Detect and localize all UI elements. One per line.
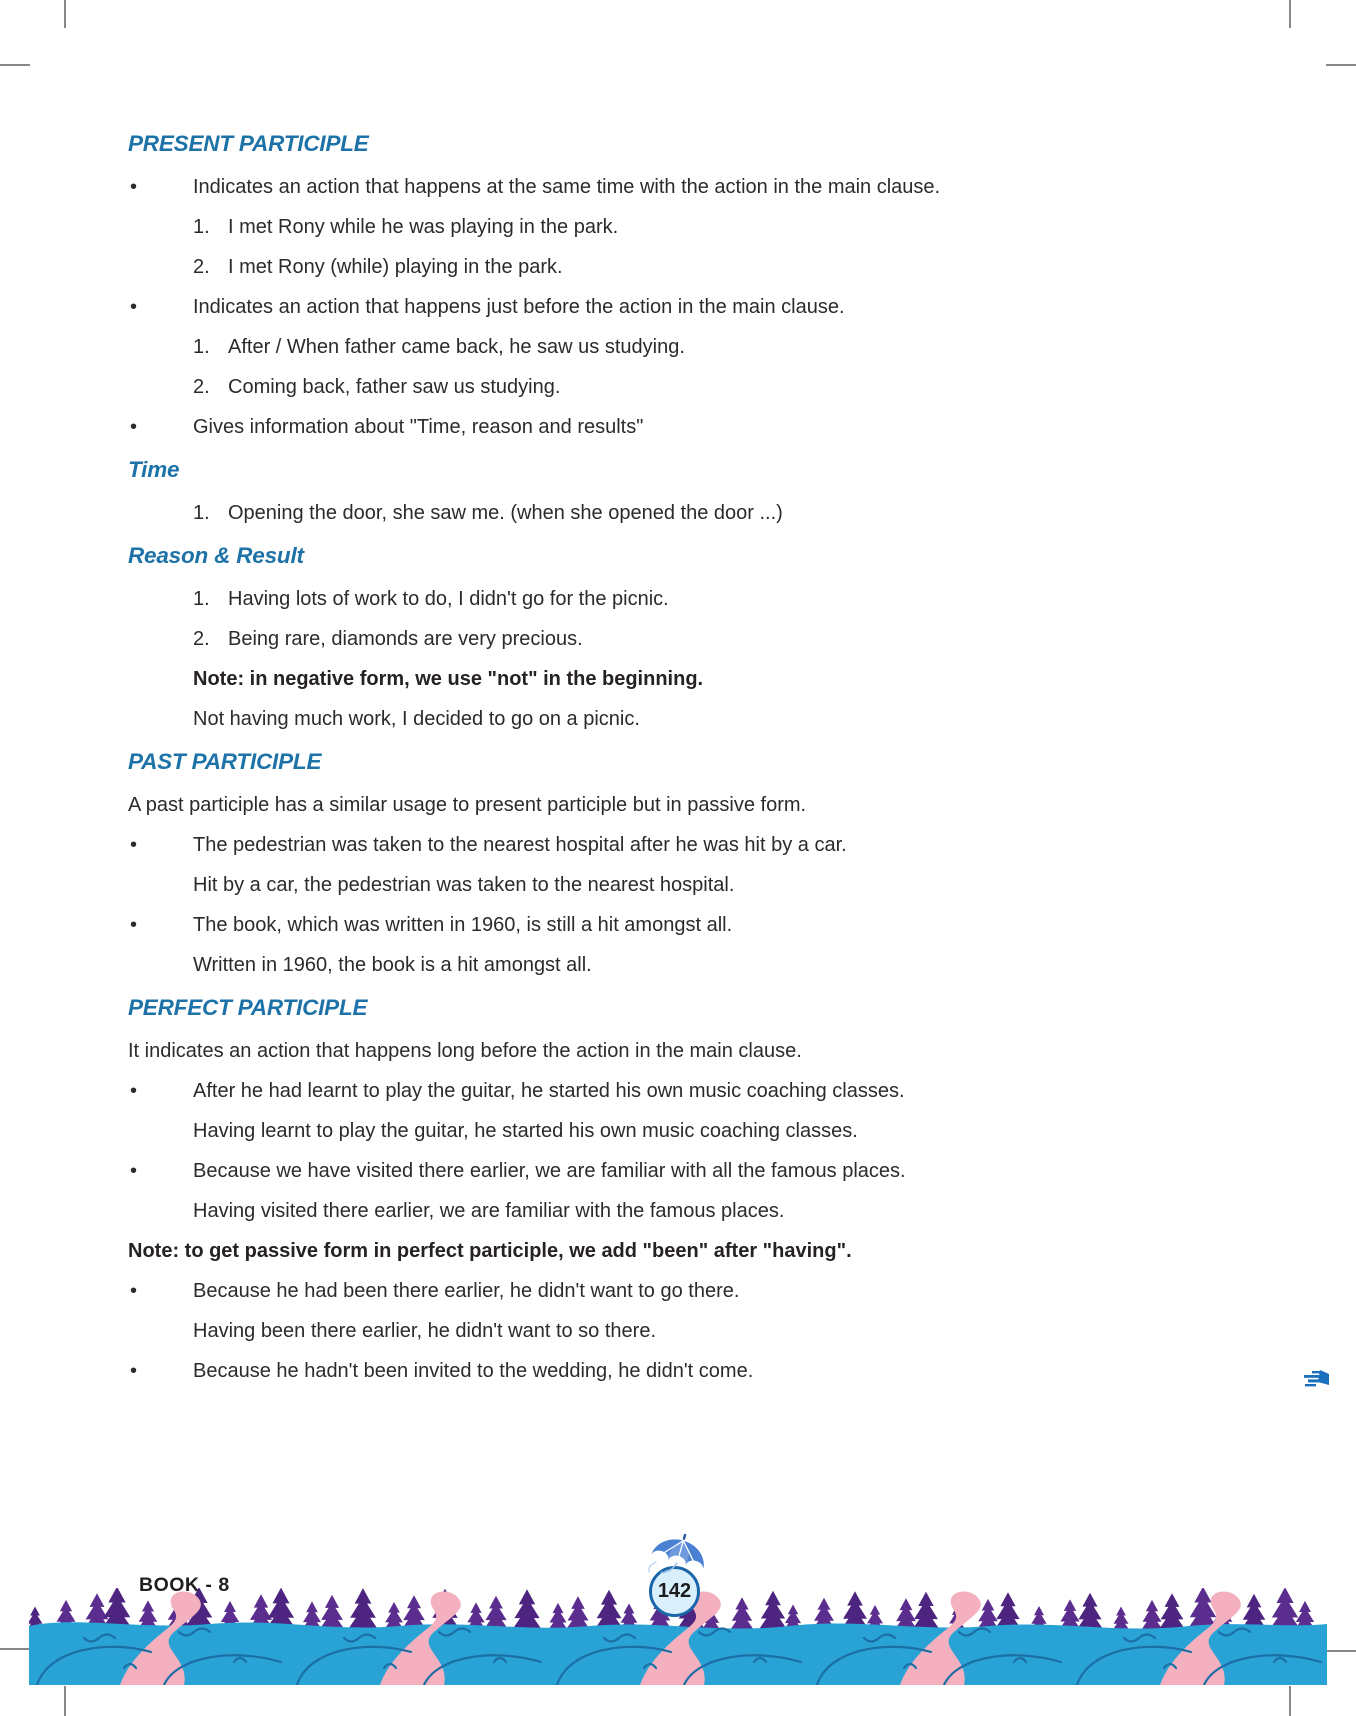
number-marker: 1. (193, 587, 210, 610)
numbered-line (128, 579, 1238, 619)
numbered-line (128, 493, 1238, 533)
line-text: Because we have visited there earlier, we are familiar with all the famous places. (193, 1159, 906, 1182)
crop-mark-top-right-h (1326, 64, 1356, 66)
line-text: Having been there earlier, he didn't want to so there. (193, 1319, 656, 1342)
plain-indent-line (128, 1111, 1238, 1151)
line-text: Not having much work, I decided to go on a picnic. (193, 707, 640, 730)
bullet-marker: • (130, 1079, 138, 1102)
paragraph-line (128, 1031, 1238, 1071)
line-text: The book, which was written in 1960, is still a hit amongst all. (193, 913, 733, 936)
line-text: The pedestrian was taken to the nearest hospital after he was hit by a car. (193, 833, 847, 856)
line-text: PAST PARTICIPLE (128, 749, 322, 774)
line-text: A past participle has a similar usage to present participle but in passive form. (128, 793, 807, 816)
line-text: Written in 1960, the book is a hit amongst all. (193, 953, 592, 976)
section-heading (128, 985, 1238, 1031)
line-text: It indicates an action that happens long before the action in the main clause. (128, 1039, 802, 1062)
line-text: Having visited there earlier, we are familiar with the famous places. (193, 1199, 785, 1222)
bullet-marker: • (130, 833, 138, 856)
numbered-line (128, 619, 1238, 659)
number-marker: 2. (193, 375, 210, 398)
line-text: Having lots of work to do, I didn't go for the picnic. (228, 587, 669, 610)
bullet-marker: • (130, 295, 138, 318)
note-line (128, 1231, 1238, 1271)
line-text: Note: to get passive form in perfect participle, we add "been" after "having". (128, 1239, 852, 1262)
plain-indent-line (128, 865, 1238, 905)
number-marker: 1. (193, 215, 210, 238)
line-text: Because he hadn't been invited to the wedding, he didn't come. (193, 1359, 754, 1382)
bullet-marker: • (130, 1359, 138, 1382)
number-marker: 1. (193, 501, 210, 524)
line-text: Note: in negative form, we use "not" in the beginning. (193, 667, 704, 690)
section-heading (128, 121, 1238, 167)
numbered-line (128, 247, 1238, 287)
bullet-line (128, 1271, 1238, 1311)
section-heading (128, 739, 1238, 785)
plain-indent-line (128, 945, 1238, 985)
document-body (128, 121, 1238, 1391)
line-text: Time (128, 457, 180, 482)
paper-plane-icon (1303, 1370, 1329, 1388)
section-heading (128, 533, 1238, 579)
bullet-marker: • (130, 1159, 138, 1182)
line-text: PERFECT PARTICIPLE (128, 995, 368, 1020)
section-heading (128, 447, 1238, 493)
bullet-line (128, 825, 1238, 865)
crop-mark-bottom-right-h (1326, 1650, 1356, 1652)
line-text: Having learnt to play the guitar, he started his own music coaching classes. (193, 1119, 858, 1142)
crop-mark-bottom-right-v (1289, 1686, 1291, 1716)
plain-indent-line (128, 1311, 1238, 1351)
line-text: Gives information about "Time, reason and results" (193, 415, 644, 438)
number-marker: 2. (193, 627, 210, 650)
note-indent-line (128, 659, 1238, 699)
number-marker: 1. (193, 335, 210, 358)
crop-mark-bottom-left-h (0, 1648, 30, 1650)
crop-mark-top-left-v (64, 0, 66, 28)
number-marker: 2. (193, 255, 210, 278)
bullet-line (128, 407, 1238, 447)
line-text: I met Rony while he was playing in the park. (228, 215, 619, 238)
crop-mark-bottom-left-v (64, 1686, 66, 1716)
bullet-line (128, 905, 1238, 945)
line-text: Indicates an action that happens at the same time with the action in the main clause. (193, 175, 941, 198)
line-text: Hit by a car, the pedestrian was taken to the nearest hospital. (193, 873, 735, 896)
crop-mark-top-left-h (0, 64, 30, 66)
line-text: Because he had been there earlier, he didn't want to go there. (193, 1279, 740, 1302)
bullet-marker: • (130, 913, 138, 936)
line-text: Reason & Result (128, 543, 304, 568)
line-text: PRESENT PARTICIPLE (128, 131, 369, 156)
numbered-line (128, 207, 1238, 247)
umbrella-icon (645, 1534, 711, 1578)
plain-indent-line (128, 699, 1238, 739)
bullet-line (128, 1351, 1238, 1391)
numbered-line (128, 327, 1238, 367)
bullet-marker: • (130, 1279, 138, 1302)
crop-mark-top-right-v (1289, 0, 1291, 28)
bullet-line (128, 1151, 1238, 1191)
line-text: Indicates an action that happens just before the action in the main clause. (193, 295, 845, 318)
bullet-marker: • (130, 175, 138, 198)
line-text: I met Rony (while) playing in the park. (228, 255, 563, 278)
line-text: After / When father came back, he saw us studying. (228, 335, 685, 358)
line-text: Coming back, father saw us studying. (228, 375, 561, 398)
numbered-line (128, 367, 1238, 407)
bullet-marker: • (130, 415, 138, 438)
bullet-line (128, 287, 1238, 327)
bullet-line (128, 167, 1238, 207)
line-text: Being rare, diamonds are very precious. (228, 627, 583, 650)
plain-indent-line (128, 1191, 1238, 1231)
line-text: Opening the door, she saw me. (when she opened the door ...) (228, 501, 783, 524)
book-label: BOOK - 8 (139, 1574, 230, 1596)
line-text: After he had learnt to play the guitar, he started his own music coaching classes. (193, 1079, 905, 1102)
bullet-line (128, 1071, 1238, 1111)
paragraph-line (128, 785, 1238, 825)
page-number: 142 (657, 1580, 692, 1602)
